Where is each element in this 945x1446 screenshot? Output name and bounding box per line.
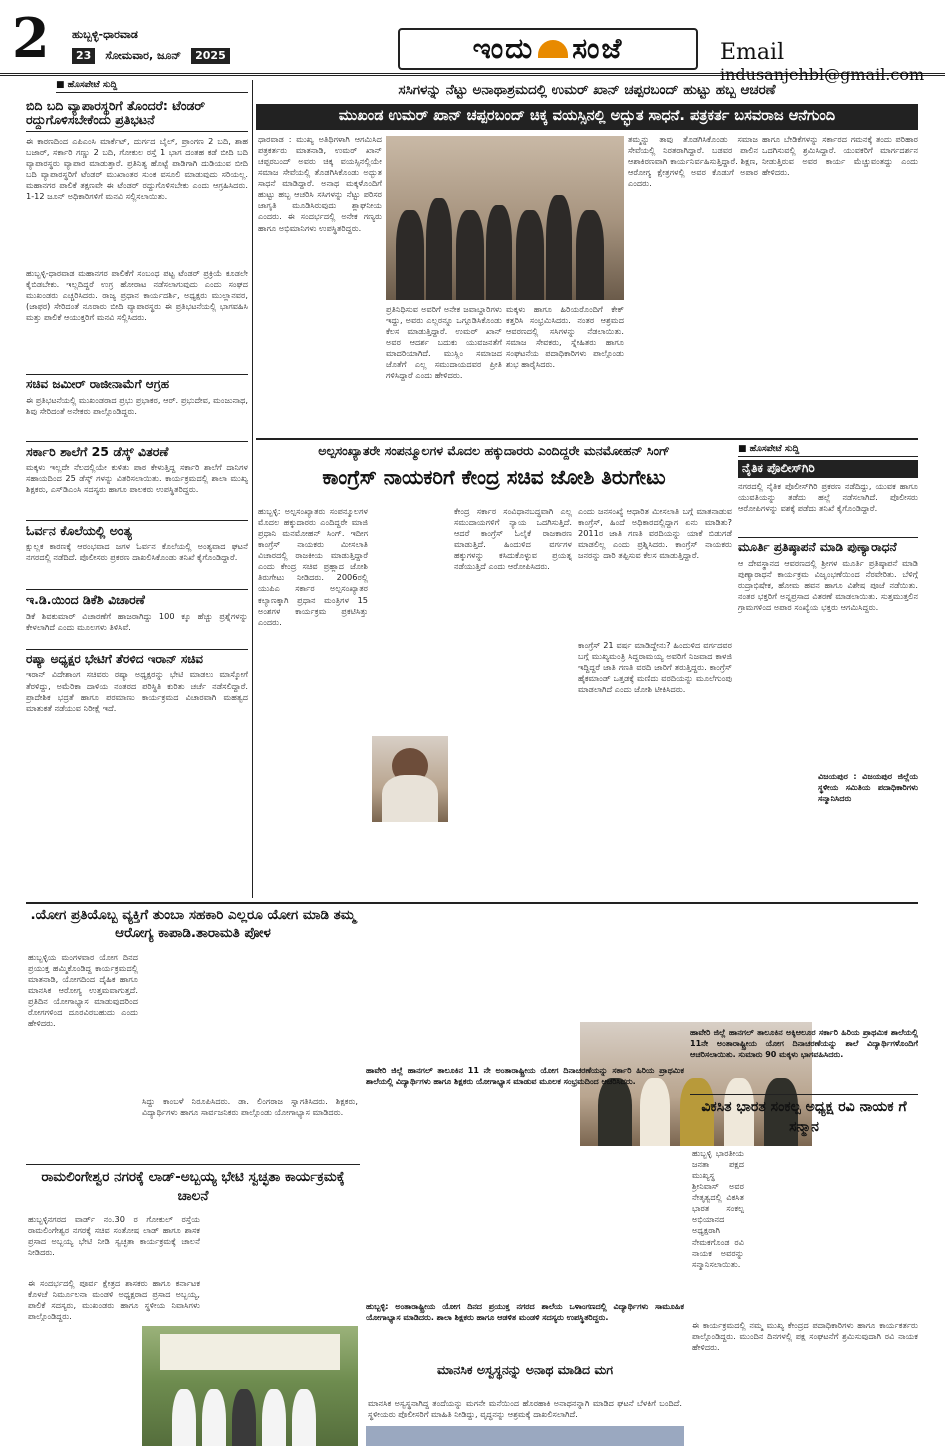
article-body: ಈ ಕಾರಣದಿಂದ ಎಪಿಎಂಸಿ ಮಾರ್ಕೆಟ್, ದುರ್ಗದ ಬೈಲ್, ಪ್ರಾಂಗಣ 2 ಬದಿ, ಶಾಹ ಬಜಾರ್, ಸರ್ಕಾರಿ ಗಣ್ಣು 2 ಬದಿ, ಗೋಕುಲ ರಸ್ತೆ 1 ಭಾಗ ದಂತಹ ಕಡೆ ಬೀದಿ ಬದಿ ವ್ಯಾಪಾರಸ್ಥರು ವ್ಯಾಪಾರ ಮಾಡುತ್ತಾರೆ. ಪ್ರತಿನಿತ್ಯ ಹೊಟ್ಟೆ ಪಾಡಿಗಾಗಿ ದುಡಿಯುವ ಬೀದಿ ಬದಿ ವ್ಯಾಪಾರಸ್ಥರಿಗೆ ಟೆಂಡರ್ ಮುಖಾಂತರ ಸುಂಕ ವಸೂಲಿ ಮಾಡುವುದು ಸರಿಯಲ್ಲ. ಮಹಾನಗರ ಪಾಲಿಕೆ ತಕ್ಷಣವೇ ಈ ಟೆಂಡರ್ ರದ್ದುಗೊಳಿಸಬೇಕು ಎಂದು ಆಗ್ರಹಿಸಿದರು. 1-12 ಜೂನ್ ಅಧಿಕಾರಿಗಳಿಗೆ ಮನವಿ ಸಲ್ಲಿಸಲಾಯಿತು. [26,135,248,202]
center-kicker: ಅಲ್ಪಸಂಖ್ಯಾತರೇ ಸಂಪನ್ಮೂಲಗಳ ಮೊದಲ ಹಕ್ಕುದಾರರು ಎಂದಿದ್ದರೇ ಮನಮೋಹನ್ ಸಿಂಗ್ [318,443,670,458]
honour-headline: ವಿಕಸಿತ ಭಾರತ ಸಂಕಲ್ಪ ಅಧ್ಯಕ್ಷ ರವಿ ನಾಯಕ ಗೆ ಸನ್ಮಾನ [701,1099,907,1135]
lead-col-5: ಹಾಗೂ ಬೇಡಿಕೆಗಳನ್ನು ಸರ್ಕಾರದ ಗಮನಕ್ಕೆ ತಂದು ಪರಿಹಾರ ಒದಗಿಸುವಲ್ಲಿ ಶ್ರಮಿಸಿದ್ದಾರೆ. ಯುವಕರಿಗೆ ಮಾರ್ಗದರ್ಶನ ನೀಡುತ್ತಿರುವ ಅವರ ಕಾರ್ಯ ಮೆಚ್ಚುವಂತದ್ದು ಎಂದು ಹೇಳಿದರು. [762,134,918,178]
cleanliness-headline-wrap [26,1168,360,1210]
yoga-caption-2: ಹುಬ್ಬಳ್ಳಿ: ಅಂತಾರಾಷ್ಟ್ರೀಯ ಯೋಗ ದಿನದ ಪ್ರಯುಕ್ತ ನಗರದ ಶಾಲೆಯ ಒಳಾಂಗಣದಲ್ಲಿ ವಿದ್ಯಾರ್ಥಿಗಳು ಸಾಮೂಹಿಕ ಯೋಗಾಭ್ಯಾಸ ಮಾಡಿದರು. ಶಾಲಾ ಶಿಕ್ಷಕರು ಹಾಗೂ ಆಡಳಿತ ಮಂಡಳಿ ಸದಸ್ಯರು ಉಪಸ್ಥಿತರಿದ್ದರು. [366,1302,684,1322]
center-col-4: ಕಾಂಗ್ರೆಸ್ 21 ವರ್ಷ ಮಾಡಿದ್ದೇನು? ಹಿಂದುಳಿದ ವರ್ಗದವರ ಬಗ್ಗೆ ಮುಖ್ಯಮಂತ್ರಿ ಸಿದ್ದರಾಮಯ್ಯ ಅವರಿಗೆ ನಿಜವಾದ ಕಾಳಜಿ ಇದ್ದಿದ್ದರೆ ಜಾತಿ ಗಣತಿ ವರದಿ ಜಾರಿಗೆ ತರುತ್ತಿದ್ದರು. ಕಾಂಗ್ರೆಸ್ ಹೈಕಮಾಂಡ್ ಒತ್ತಡಕ್ಕೆ ಮಣಿದು ವರದಿಯನ್ನು ಮೂಲೆಗುಂಪು ಮಾಡಲಾಗಿದೆ ಎಂದು ಜೋಶಿ ಟೀಕಿಸಿದರು. [578,640,732,695]
section-rule [26,902,918,904]
headline: ಸಚಿವ ಜಮೀರ್ ರಾಜೀನಾಮೆಗೆ ಆಗ್ರಹ [26,374,248,392]
center-col-1: ಹುಬ್ಬಳ್ಳಿ: ಅಲ್ಪಸಂಖ್ಯಾತರು ಸಂಪನ್ಮೂಲಗಳ ಮೊದಲ ಹಕ್ಕುದಾರರು ಎಂದಿದ್ದರೇ ಮಾಜಿ ಪ್ರಧಾನಿ ಮನಮೋಹನ್ ಸಿಂಗ್. ಇದೀಗ ಕಾಂಗ್ರೆಸ್ ನಾಯಕರು ಮೀಸಲಾತಿ ವಿಚಾರದಲ್ಲಿ ರಾಜಕೀಯ ಮಾಡುತ್ತಿದ್ದಾರೆ ಎಂದು ಕೇಂದ್ರ ಸಚಿವ ಪ್ರಹ್ಲಾದ ಜೋಶಿ ತಿರುಗೇಟು ನೀಡಿದರು. 2006ರಲ್ಲಿ ಯುಪಿಎ ಸರ್ಕಾರ ಅಲ್ಪಸಂಖ್ಯಾತರ ಕಲ್ಯಾಣಕ್ಕಾಗಿ ಪ್ರಧಾನ ಮಂತ್ರಿಗಳ 15 ಅಂಶಗಳ ಕಾರ್ಯಕ್ರಮ ಪ್ರಕಟಿಸಿತ್ತು ಎಂದರು. [258,506,368,627]
email-address: indusanjehbl@gmail.com [720,65,925,84]
lead-col-4: ತಮ್ಮನ್ನು ತಾವು ತೊಡಗಿಸಿಕೊಂಡು ಸಮಾಜ ಸೇವೆಯಲ್ಲಿ ನಿರತರಾಗಿದ್ದಾರೆ. ಬಡವರ ಪಾಲಿನ ಆಶಾಕಿರಣವಾಗಿ ಕಾರ್ಯನಿರ್ವಹಿಸುತ್ತಿದ್ದಾರೆ. ಶಿಕ್ಷಣ, ಆರೋಗ್ಯ ಕ್ಷೇತ್ರಗಳಲ್ಲಿ ಅವರ ಕೊಡುಗೆ ಅಪಾರ ಎಂದರು. [628,134,758,189]
page-number: 2 [12,6,50,70]
article-body: ಈ ಪ್ರತಿಭಟನೆಯಲ್ಲಿ ಮುಖಂಡರಾದ ಪ್ರಭು ಪ್ರಭಾಕರ, ಆರ್. ಪ್ರಭುದೇವ, ಮಂಜುನಾಥ, ಶಿವು ಸೇರಿದಂತೆ ಅನೇಕರು ಪಾಲ್ಗೊಂಡಿದ್ದರು. [26,394,248,416]
center-col-2: ಕೇಂದ್ರ ಸರ್ಕಾರ ಸಂವಿಧಾನಬದ್ಧವಾಗಿ ಎಲ್ಲ ಸಮುದಾಯಗಳಿಗೆ ನ್ಯಾಯ ಒದಗಿಸುತ್ತಿದೆ. ಆದರೆ ಕಾಂಗ್ರೆಸ್ ಓಲೈಕೆ ರಾಜಕಾರಣ ಮಾಡುತ್ತಿದೆ. ಹಿಂದುಳಿದ ವರ್ಗಗಳ ಹಕ್ಕುಗಳನ್ನು ಕಸಿದುಕೊಳ್ಳುವ ಪ್ರಯತ್ನ ನಡೆಯುತ್ತಿದೆ ಎಂದು ಆರೋಪಿಸಿದರು. [454,506,572,572]
edition-label: ಹುಬ್ಬಳ್ಳಿ-ಧಾರವಾಡ [72,28,138,41]
logo-text-left: ಇಂದು [472,32,535,65]
section-rule [26,1164,360,1165]
lead-headline: ಮುಖಂಡ ಉಮರ್ ಖಾನ್ ಚಪ್ಪರಬಂದ್ ಚಿಕ್ಕ ವಯಸ್ಸಿನಲ್ಲಿ ಅದ್ಭುತ ಸಾಧನೆ. ಪತ್ರಕರ್ತ ಬಸವರಾಜ ಆನೆಗುಂದಿ [338,108,836,124]
yoga-body-2: ಸಿದ್ದು ಕಾಂಬಳೆ ನಿರೂಪಿಸಿದರು. ಡಾ. ಲಿಂಗರಾಜ ಸ್ವಾಗತಿಸಿದರು. ಶಿಕ್ಷಕರು, ವಿದ್ಯಾರ್ಥಿಗಳು ಹಾಗೂ ಸಾರ್ವಜನಿಕರು ಪಾಲ್ಗೊಂಡು ಯೋಗಾಭ್ಯಾಸ ಮಾಡಿದರು. [142,1096,358,1118]
section-tag: ■ ಹೊಸಪೇಟೆ ಸುದ್ದಿ [738,444,918,457]
headline: ಸರ್ಕಾರಿ ಶಾಲೆಗೆ 25 ಡೆಸ್ಕ್ ವಿತರಣೆ [26,441,248,459]
article-body: ಇರಾನ್ ವಿದೇಶಾಂಗ ಸಚಿವರು ರಷ್ಯಾ ಅಧ್ಯಕ್ಷರನ್ನು ಭೇಟಿ ಮಾಡಲು ಮಾಸ್ಕೋಗೆ ತೆರಳಿದ್ದು, ಅಮೆರಿಕಾ ದಾಳಿಯ ನಂತರದ ಪರಿಸ್ಥಿತಿ ಕುರಿತು ಚರ್ಚೆ ನಡೆಸಲಿದ್ದಾರೆ. ಪ್ರಾದೇಶಿಕ ಭದ್ರತೆ ಹಾಗೂ ಪರಮಾಣು ಕಾರ್ಯಕ್ರಮದ ವಿಚಾರವಾಗಿ ಮಹತ್ವದ ಮಾತುಕತೆ ನಡೆಯುವ ನಿರೀಕ್ಷೆ ಇದೆ. [26,669,248,713]
yoga-headline: .ಯೋಗ ಪ್ರತಿಯೊಬ್ಬ ವ್ಯಕ್ತಿಗೆ ತುಂಬಾ ಸಹಕಾರಿ ಎಲ್ಲರೂ ಯೋಗ ಮಾಡಿ ತಮ್ಮ ಆರೋಗ್ಯ ಕಾಪಾಡಿ.ತಾರಾಮತಿ ಪೋಳ [30,907,356,942]
headline: ಮೂರ್ತಿ ಪ್ರತಿಷ್ಠಾಪನೆ ಮಾಡಿ ಪುಣ್ಯಾರಾಧನೆ [738,537,918,555]
cleanliness-body: ಹುಬ್ಬಳ್ಳಿನಗರದ ವಾರ್ಡ್ ನಂ.30 ರ ಗೋಕುಲ್ ರಸ್ತೆಯ ರಾಮಲಿಂಗೇಶ್ವರ ನಗರಕ್ಕೆ ಸಚಿವ ಸಂತೋಷ ಲಾಡ್ ಹಾಗೂ ಶಾಸಕ ಪ್ರಸಾದ ಅಬ್ಬಯ್ಯ ಭೇಟಿ ನೀಡಿ ಸ್ವಚ್ಛತಾ ಕಾರ್ಯಕ್ರಮಕ್ಕೆ ಚಾಲನೆ ನೀಡಿದರು. [28,1214,200,1258]
cleanliness-headline: ರಾಮಲಿಂಗೇಶ್ವರ ನಗರಕ್ಕೆ ಲಾಡ್-ಅಬ್ಬಯ್ಯ ಭೇಟಿ ಸ್ವಚ್ಛತಾ ಕಾರ್ಯಕ್ರಮಕ್ಕೆ ಚಾಲನೆ [41,1169,345,1204]
headline: ರಷ್ಯಾ ಅಧ್ಯಕ್ಷರ ಭೇಟಿಗೆ ತೆರಳಿದ ಇರಾನ್ ಸಚಿವ [26,649,248,667]
article-body: ಆ ದೇವಸ್ಥಾನದ ಆವರಣದಲ್ಲಿ ಶ್ರೀಗಳ ಮೂರ್ತಿ ಪ್ರತಿಷ್ಠಾಪನೆ ಮಾಡಿ ಪುಣ್ಯಾರಾಧನೆ ಕಾರ್ಯಕ್ರಮ ವಿಜೃಂಭಣೆಯಿಂದ ನೆರವೇರಿತು. ಬೆಳಿಗ್ಗೆ ರುದ್ರಾಭಿಷೇಕ, ಹೋಮ ಹವನ ಹಾಗೂ ವಿಶೇಷ ಪೂಜೆ ನಡೆಯಿತು. ನಂತರ ಭಕ್ತರಿಗೆ ಅನ್ನಪ್ರಸಾದ ವಿತರಣೆ ಮಾಡಲಾಯಿತು. ಸುತ್ತಮುತ್ತಲಿನ ಗ್ರಾಮಗಳಿಂದ ಅಪಾರ ಸಂಖ್ಯೆಯ ಭಕ್ತರು ಆಗಮಿಸಿದ್ದರು. [738,557,918,612]
section-rule [690,1094,918,1095]
article-body: ಹುಬ್ಬಳ್ಳಿ-ಧಾರವಾಡ ಮಹಾನಗರ ಪಾಲಿಕೆಗೆ ಸಂಬಂಧ ಪಟ್ಟ ಟೆಂಡರ್ ಪ್ರಕ್ರಿಯೆ ಕೂಡಲೇ ಕೈಬಿಡಬೇಕು. ಇಲ್ಲದಿದ್ದರೆ ಉಗ್ರ ಹೋರಾಟ ನಡೆಸಲಾಗುವುದು ಎಂದು ಸಂಘದ ಮುಖಂಡರು ಎಚ್ಚರಿಸಿದರು. ರಾಜ್ಯ ಪ್ರಧಾನ ಕಾರ್ಯದರ್ಶಿ, ಅಧ್ಯಕ್ಷರು ಮುಲ್ಲಾನವರ, (ಜಾಫರ) ಸೇರಿದಂತೆ ನೂರಾರು ಬೀದಿ ವ್ಯಾಪಾರಸ್ಥರು ಈ ಪ್ರತಿಭಟನೆಯಲ್ಲಿ ಭಾಗವಹಿಸಿ ಮತ್ತು ಪಾಲಿಕೆ ಆಯುಕ್ತರಿಗೆ ಮನವಿ ಸಲ್ಲಿಸಿದರು. [26,267,248,322]
section-tag: ■ ಹೊಸಪೇಟೆ ಸುದ್ದಿ [56,80,248,93]
felicitation-caption: ವಿಜಯಪುರ : ವಿಜಯಪುರ ಜಿಲ್ಲೆಯ ಸ್ಥಳೀಯ ಸಮಿತಿಯ ಪದಾಧಿಕಾರಿಗಳು ಸನ್ಮಾನಿಸಿದರು [818,772,918,803]
article-body: ಡಿಕೆ ಶಿವಕುಮಾರ್ ವಿಚಾರಣೆಗೆ ಹಾಜರಾಗಿದ್ದು 100 ಕ್ಕೂ ಹೆಚ್ಚು ಪ್ರಶ್ನೆಗಳನ್ನು ಕೇಳಲಾಗಿದೆ ಎಂದು ಮೂಲಗಳು ತಿಳಿಸಿವೆ. [26,610,248,632]
date-day: 23 [72,48,95,64]
headline: ಇ.ಡಿ.ಯಿಂದ ಡಿಕೆಶಿ ವಿಚಾರಣೆ [26,589,248,607]
section-rule [256,438,918,440]
headline: ಓರ್ವನ ಕೊಲೆಯಲ್ಲಿ ಅಂತ್ಯ [26,520,248,538]
yoga-body: ಹುಬ್ಬಳ್ಳಿಯ ಮಂಗಳವಾರ ಯೋಗ ದಿನದ ಪ್ರಯುಕ್ತ ಹಮ್ಮಿಕೊಂಡಿದ್ದ ಕಾರ್ಯಕ್ರಮದಲ್ಲಿ ಮಾತನಾಡಿ, ಯೋಗದಿಂದ ದೈಹಿಕ ಹಾಗೂ ಮಾನಸಿಕ ಆರೋಗ್ಯ ಉತ್ತಮವಾಗುತ್ತದೆ. ಪ್ರತಿದಿನ ಯೋಗಾಭ್ಯಾಸ ಮಾಡುವುದರಿಂದ ರೋಗಗಳಿಂದ ದೂರವಿರಬಹುದು ಎಂದು ಹೇಳಿದರು. [28,952,138,1029]
date-year: 2025 [191,48,230,64]
dateline [72,48,230,64]
lead-col-3: ಮಕ್ಕಳು ಹಾಗೂ ಹಿರಿಯರೊಂದಿಗೆ ಕೇಕ್ ಕತ್ತರಿಸಿ ಸಂಭ್ರಮಿಸಿದರು. ನಂತರ ಆಶ್ರಮದ ಆವರಣದಲ್ಲಿ ಸಸಿಗಳನ್ನು ನೆಡಲಾಯಿತು. ಸಮಾಜ ಸೇವಕರು, ಸ್ನೇಹಿತರು ಹಾಗೂ ಸಂಘಟನೆಯ ಪದಾಧಿಕಾರಿಗಳು ಪಾಲ್ಗೊಂಡು ಶುಭ ಹಾರೈಸಿದರು. [506,304,624,370]
minister-photo [372,736,448,822]
center-col-3: ಎಂದು ಜನಸಂಖ್ಯೆ ಆಧಾರಿತ ಮೀಸಲಾತಿ ಬಗ್ಗೆ ಮಾತನಾಡುವ ಕಾಂಗ್ರೆಸ್, ಹಿಂದೆ ಅಧಿಕಾರದಲ್ಲಿದ್ದಾಗ ಏನು ಮಾಡಿತು? 2011ರ ಜಾತಿ ಗಣತಿ ವರದಿಯನ್ನು ಯಾಕೆ ಬಿಡುಗಡೆ ಮಾಡಲಿಲ್ಲ ಎಂದು ಪ್ರಶ್ನಿಸಿದರು. ಕಾಂಗ್ರೆಸ್ ನಾಯಕರು ಜನರನ್ನು ದಾರಿ ತಪ್ಪಿಸುವ ಕೆಲಸ ಮಾಡುತ್ತಿದ್ದಾರೆ. [578,506,732,561]
orphan-body: ಮಾನಸಿಕ ಅಸ್ವಸ್ಥನಾಗಿದ್ದ ತಂದೆಯನ್ನು ಮಗನೇ ಮನೆಯಿಂದ ಹೊರಹಾಕಿ ಅನಾಥನನ್ನಾಗಿ ಮಾಡಿದ ಘಟನೆ ಬೆಳಕಿಗೆ ಬಂದಿದೆ. ಸ್ಥಳೀಯರು ಪೊಲೀಸರಿಗೆ ಮಾಹಿತಿ ನೀಡಿದ್ದು, ವೃದ್ಧನನ್ನು ಆಶ್ರಮಕ್ಕೆ ದಾಖಲಿಸಲಾಗಿದೆ. [368,1398,682,1420]
lead-headline-bar [256,104,918,130]
article-body: ನಗರದಲ್ಲಿ ನೈತಿಕ ಪೊಲೀಸ್‌ಗಿರಿ ಪ್ರಕರಣ ನಡೆದಿದ್ದು, ಯುವಕ ಹಾಗೂ ಯುವತಿಯನ್ನು ತಡೆದು ಹಲ್ಲೆ ನಡೆಸಲಾಗಿದೆ. ಪೊಲೀಸರು ಆರೋಪಿಗಳನ್ನು ವಶಕ್ಕೆ ಪಡೆದು ತನಿಖೆ ಕೈಗೊಂಡಿದ್ದಾರೆ. [738,480,918,513]
yoga-caption-3: ಹಾವೇರಿ ಜಿಲ್ಲೆ ಹಾನಗಲ್ ತಾಲೂಕಿನ ಅಕ್ಕಿಆಲೂರ ಸರ್ಕಾರಿ ಹಿರಿಯ ಪ್ರಾಥಮಿಕ ಶಾಲೆಯಲ್ಲಿ 11ನೇ ಅಂತಾರಾಷ್ಟ್ರೀಯ ಯೋಗ ದಿನಾಚರಣೆಯನ್ನು ಶಾಲೆ ವಿದ್ಯಾರ್ಥಿಗಳೊಂದಿಗೆ ಆಚರಿಸಲಾಯಿತು. ಸುಮಾರು 90 ಮಕ್ಕಳು ಭಾಗವಹಿಸಿದರು. [690,1028,918,1059]
lead-photo [386,136,624,300]
lead-col-2: ಪ್ರತಿನಿಧಿಸುವ ಅವರಿಗೆ ಅನೇಕ ಜವಾಬ್ದಾರಿಗಳು ಇದ್ದು, ಅವರು ಎಲ್ಲರನ್ನೂ ಒಗ್ಗೂಡಿಸಿಕೊಂಡು ಕೆಲಸ ಮಾಡುತ್ತಿದ್ದಾರೆ. ಉಮರ್ ಖಾನ್ ಅವರ ಆದರ್ಶ ಬದುಕು ಯುವಜನತೆಗೆ ಮಾದರಿಯಾಗಿದೆ. ಮುಸ್ಲಿಂ ಸಮಾಜದ ಜೊತೆಗೆ ಎಲ್ಲ ಸಮುದಾಯದವರ ಪ್ರೀತಿ ಗಳಿಸಿದ್ದಾರೆ ಎಂದು ಹೇಳಿದರು. [386,304,502,381]
column-divider [252,80,253,898]
headline: ನೈತಿಕ ಪೊಲೀಸ್‌ಗಿರಿ [738,460,918,478]
newspaper-logo [398,28,698,70]
center-headline: ಕಾಂಗ್ರೆಸ್ ನಾಯಕರಿಗೆ ಕೇಂದ್ರ ಸಚಿವ ಜೋಶಿ ತಿರುಗೇಟು [322,465,666,489]
honour-headline-wrap [690,1098,918,1144]
masthead [0,0,945,84]
lead-col-1: ಧಾರವಾಡ : ಮುಖ್ಯ ಅತಿಥಿಗಳಾಗಿ ಆಗಮಿಸಿದ ಪತ್ರಕರ್ತರು ಮಾತನಾಡಿ, ಉಮರ್ ಖಾನ್ ಚಪ್ಪರಬಂದ್ ಅವರು ಚಿಕ್ಕ ವಯಸ್ಸಿನಲ್ಲಿಯೇ ಸಮಾಜ ಸೇವೆಯಲ್ಲಿ ತೊಡಗಿಸಿಕೊಂಡು ಅದ್ಭುತ ಸಾಧನೆ ಮಾಡಿದ್ದಾರೆ. ಅನಾಥ ಮಕ್ಕಳೊಂದಿಗೆ ಹುಟ್ಟು ಹಬ್ಬ ಆಚರಿಸಿ ಸಸಿಗಳನ್ನು ನೆಟ್ಟು ಪರಿಸರ ಜಾಗೃತಿ ಮೂಡಿಸಿರುವುದು ಶ್ಲಾಘನೀಯ ಎಂದರು. ಈ ಸಂದರ್ಭದಲ್ಲಿ ಅನೇಕ ಗಣ್ಯರು ಹಾಗೂ ಅಭಿಮಾನಿಗಳು ಉಪಸ್ಥಿತರಿದ್ದರು. [258,134,382,233]
center-kicker-wrap [256,444,732,464]
lead-kicker-wrap [256,78,918,104]
yoga-headline-wrap [26,906,360,948]
orphan-headline-wrap [366,1362,684,1396]
orphan-headline: ಮಾನಸಿಕ ಅಸ್ವಸ್ಥನನ್ನು ಅನಾಥ ಮಾಡಿದ ಮಗ [436,1362,614,1377]
sun-icon [538,40,568,58]
center-headline-wrap [256,466,732,500]
article-body: ಕ್ಷುಲ್ಲಕ ಕಾರಣಕ್ಕೆ ಆರಂಭವಾದ ಜಗಳ ಓರ್ವನ ಕೊಲೆಯಲ್ಲಿ ಅಂತ್ಯವಾದ ಘಟನೆ ನಗರದಲ್ಲಿ ನಡೆದಿದೆ. ಪೊಲೀಸರು ಪ್ರಕರಣ ದಾಖಲಿಸಿಕೊಂಡು ತನಿಖೆ ಕೈಗೊಂಡಿದ್ದಾರೆ. [26,541,248,563]
honour-body: ಹುಬ್ಬಳ್ಳಿ ಭಾರತೀಯ ಜನತಾ ಪಕ್ಷದ ಮುಖ್ಯಸ್ಥ ಶ್ರೀನಿವಾಸ್ ಅವರ ನೇತೃತ್ವದಲ್ಲಿ ವಿಕಸಿತ ಭಾರತ ಸಂಕಲ್ಪ ಅಭಿಯಾನದ ಅಧ್ಯಕ್ಷರಾಗಿ ನೇಮಕಗೊಂಡ ರವಿ ನಾಯಕ ಅವರನ್ನು ಸನ್ಮಾನಿಸಲಾಯಿತು. [692,1148,744,1269]
email-label: Email [720,40,785,65]
lead-kicker: ಸಸಿಗಳನ್ನು ನೆಟ್ಟು ಅನಾಥಾಶ್ರಮದಲ್ಲಿ ಉಮರ್ ಖಾನ್ ಚಪ್ಪರಬಂದ್ ಹುಟ್ಟು ಹಬ್ಬ ಆಚರಣೆ [398,82,776,98]
yoga-caption-1: ಹಾವೇರಿ ಜಿಲ್ಲೆ ಹಾನಗಲ್ ತಾಲೂಕಿನ 11 ನೇ ಅಂತಾರಾಷ್ಟ್ರೀಯ ಯೋಗ ದಿನಾಚರಣೆಯನ್ನು ಸರ್ಕಾರಿ ಹಿರಿಯ ಪ್ರಾಥಮಿಕ ಶಾಲೆಯಲ್ಲಿ ವಿದ್ಯಾರ್ಥಿಗಳು ಹಾಗೂ ಶಿಕ್ಷಕರು ಯೋಗಾಭ್ಯಾಸ ಮಾಡುವ ಮೂಲಕ ಸಂಭ್ರಮದಿಂದ ಆಚರಿಸಿದರು. [366,1066,684,1086]
cleanliness-body-2: ಈ ಸಂದರ್ಭದಲ್ಲಿ ಪೂರ್ವ ಕ್ಷೇತ್ರದ ಶಾಸಕರು ಹಾಗೂ ಕರ್ನಾಟಕ ಕೊಳಚೆ ನಿರ್ಮೂಲನಾ ಮಂಡಳಿ ಅಧ್ಯಕ್ಷರಾದ ಪ್ರಸಾದ ಅಬ್ಬಯ್ಯ, ಪಾಲಿಕೆ ಸದಸ್ಯರು, ಮುಖಂಡರು ಹಾಗೂ ಸ್ಥಳೀಯ ನಿವಾಸಿಗಳು ಪಾಲ್ಗೊಂಡಿದ್ದರು. [28,1278,200,1322]
article-body: ಮಕ್ಕಳು ಇಲ್ಲದೇ ನೆಲದಲ್ಲಿಯೇ ಕುಳಿತು ಪಾಠ ಕೇಳುತ್ತಿದ್ದ ಸರ್ಕಾರಿ ಶಾಲೆಗೆ ದಾನಿಗಳ ಸಹಾಯದಿಂದ 25 ಡೆಸ್ಕ್ ಗಳನ್ನು ವಿತರಿಸಲಾಯಿತು. ಕಾರ್ಯಕ್ರಮದಲ್ಲಿ ಶಾಲಾ ಮುಖ್ಯ ಶಿಕ್ಷಕರು, ಎಸ್‌ಡಿಎಂಸಿ ಸದಸ್ಯರು ಹಾಗೂ ಪಾಲಕರು ಉಪಸ್ಥಿತರಿದ್ದರು. [26,461,248,495]
logo-text-right: ಸಂಜೆ [572,32,624,65]
honour-body-2: ಈ ಕಾರ್ಯಕ್ರಮದಲ್ಲಿ ನಮ್ಮ ಮುಖ್ಯ ಕೇಂದ್ರದ ಪದಾಧಿಕಾರಿಗಳು ಹಾಗೂ ಕಾರ್ಯಕರ್ತರು ಪಾಲ್ಗೊಂಡಿದ್ದರು. ಮುಂದಿನ ದಿನಗಳಲ್ಲಿ ಪಕ್ಷ ಸಂಘಟನೆಗೆ ಶ್ರಮಿಸುವುದಾಗಿ ರವಿ ನಾಯಕ ಹೇಳಿದರು. [692,1320,918,1353]
left-column [26,80,248,898]
headline: ಬಿದಿ ಬದಿ ವ್ಯಾಪಾರಸ್ಥರಿಗೆ ತೊಂದರೆ: ಟೆಂಡರ್ ರದ್ದುಗೊಳಿಸಬೇಕೆಂದು ಪ್ರತಿಭಟನೆ [26,99,248,132]
date-weekday-month: ಸೋಮವಾರ, ಜೂನ್ [105,49,182,62]
